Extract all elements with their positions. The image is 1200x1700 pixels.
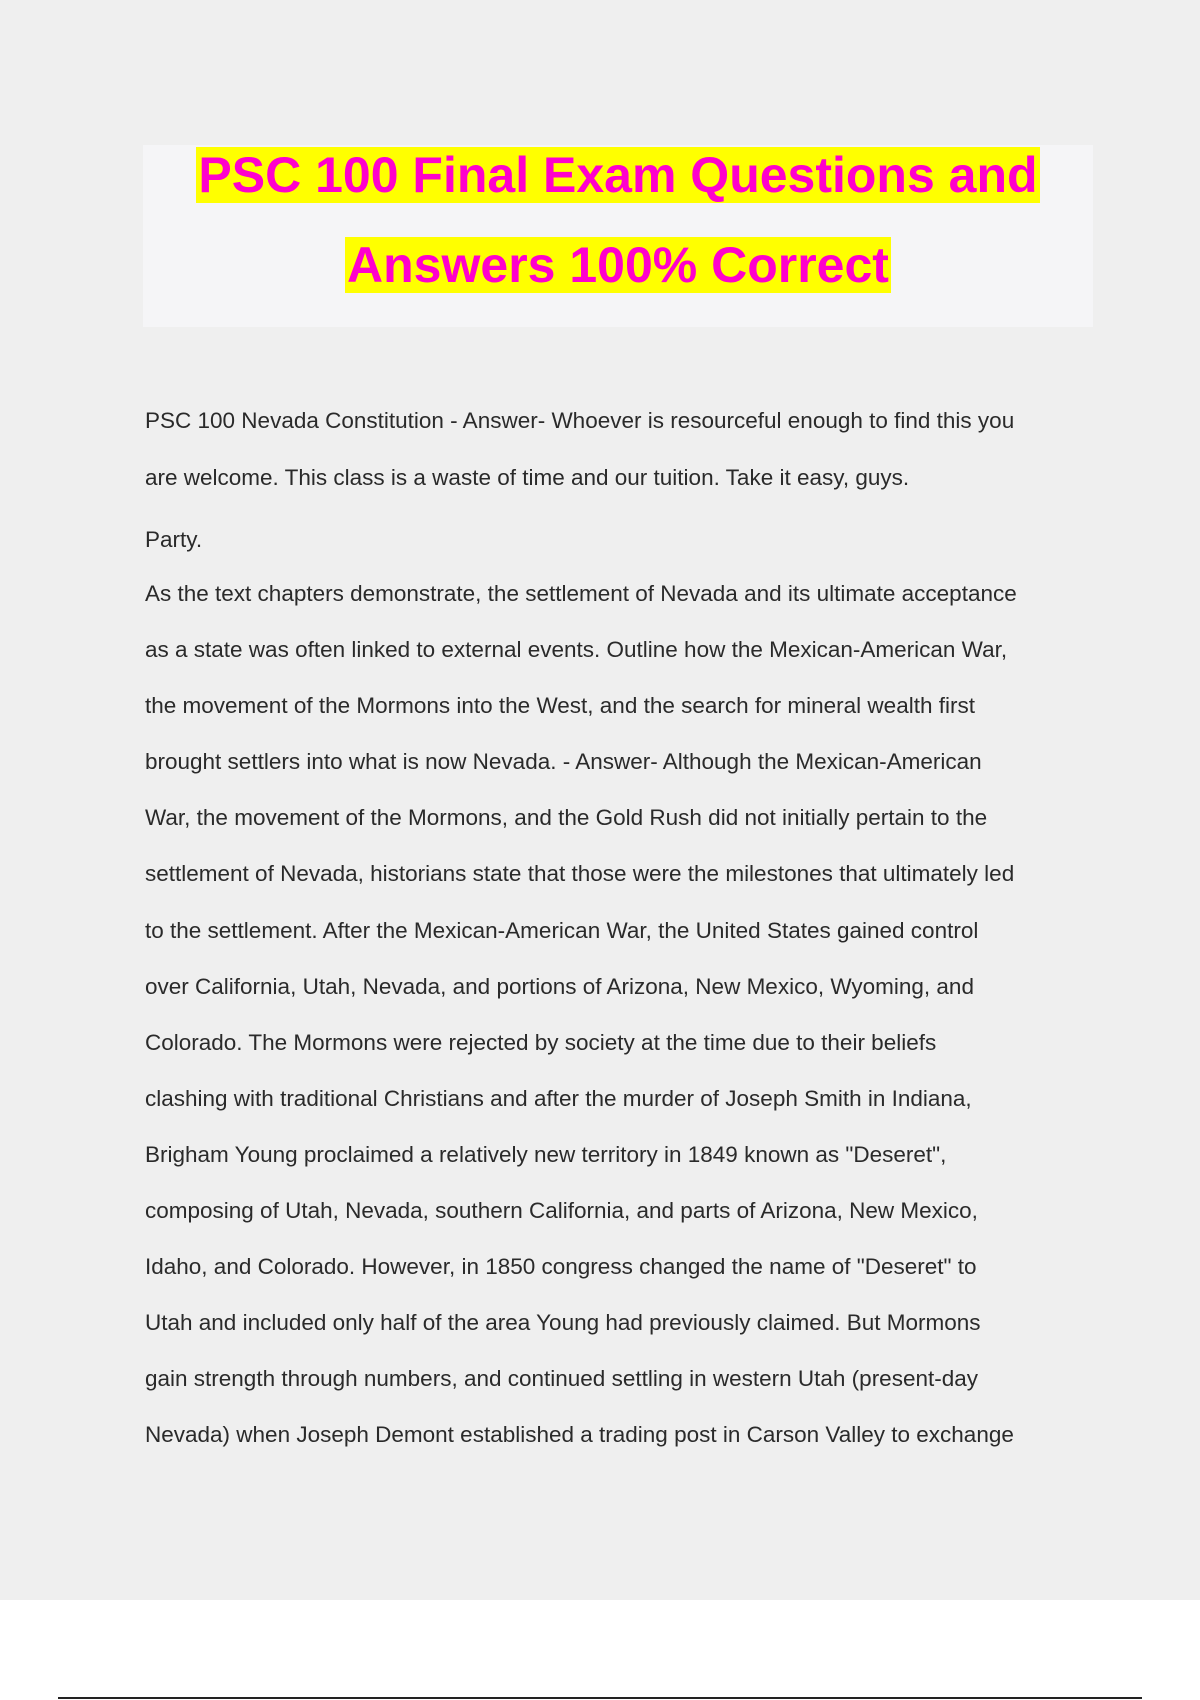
text-line: over California, Utah, Nevada, and portions of Arizona, New Mexico, Wyoming, and <box>145 973 974 999</box>
text-line: Idaho, and Colorado. However, in 1850 congress changed the name of "Deseret" to <box>145 1254 977 1280</box>
text-line: PSC 100 Nevada Constitution - Answer- Whoever is resourceful enough to find this you <box>145 408 1015 433</box>
text-line: Utah and included only half of the area Young had previously claimed. But Mormons <box>145 1310 981 1336</box>
text-line: settlement of Nevada, historians state that those were the milestones that ultimately led <box>145 861 1015 887</box>
text-line: to the settlement. After the Mexican-American War, the United States gained control <box>145 917 979 943</box>
question-answer-paragraph <box>145 566 1095 1464</box>
title-line-1 <box>143 145 1093 205</box>
text-line: brought settlers into what is now Nevada. - Answer- Although the Mexican-American <box>145 749 982 775</box>
text-line: War, the movement of the Mormons, and the Gold Rush did not initially pertain to the <box>145 805 988 831</box>
text-line: Brigham Young proclaimed a relatively new territory in 1849 known as "Deseret", <box>145 1141 947 1167</box>
intro-paragraph <box>145 393 1095 506</box>
title-line-2-text: Answers 100% Correct <box>347 237 889 293</box>
text-line: the movement of the Mormons into the West, and the search for mineral wealth first <box>145 693 975 719</box>
text-line: clashing with traditional Christians and after the murder of Joseph Smith in Indiana, <box>145 1085 972 1111</box>
text-line: gain strength through numbers, and continued settling in western Utah (present-day <box>145 1366 978 1392</box>
text-line: As the text chapters demonstrate, the settlement of Nevada and its ultimate acceptance <box>145 581 1017 606</box>
title-line-2 <box>143 235 1093 295</box>
page-divider <box>58 1697 1142 1699</box>
text-line: Nevada) when Joseph Demont established a trading post in Carson Valley to exchange <box>145 1422 1014 1448</box>
party-paragraph <box>145 520 1095 560</box>
title-block <box>143 145 1093 327</box>
text-line: are welcome. This class is a waste of time and our tuition. Take it easy, guys. <box>145 464 910 490</box>
text-line: Party. <box>145 527 203 552</box>
text-line: composing of Utah, Nevada, southern California, and parts of Arizona, New Mexico, <box>145 1198 978 1224</box>
text-line: as a state was often linked to external events. Outline how the Mexican-American War, <box>145 637 1008 663</box>
text-line: Colorado. The Mormons were rejected by society at the time due to their beliefs <box>145 1029 937 1055</box>
title-line-1-text: PSC 100 Final Exam Questions and <box>198 147 1038 203</box>
